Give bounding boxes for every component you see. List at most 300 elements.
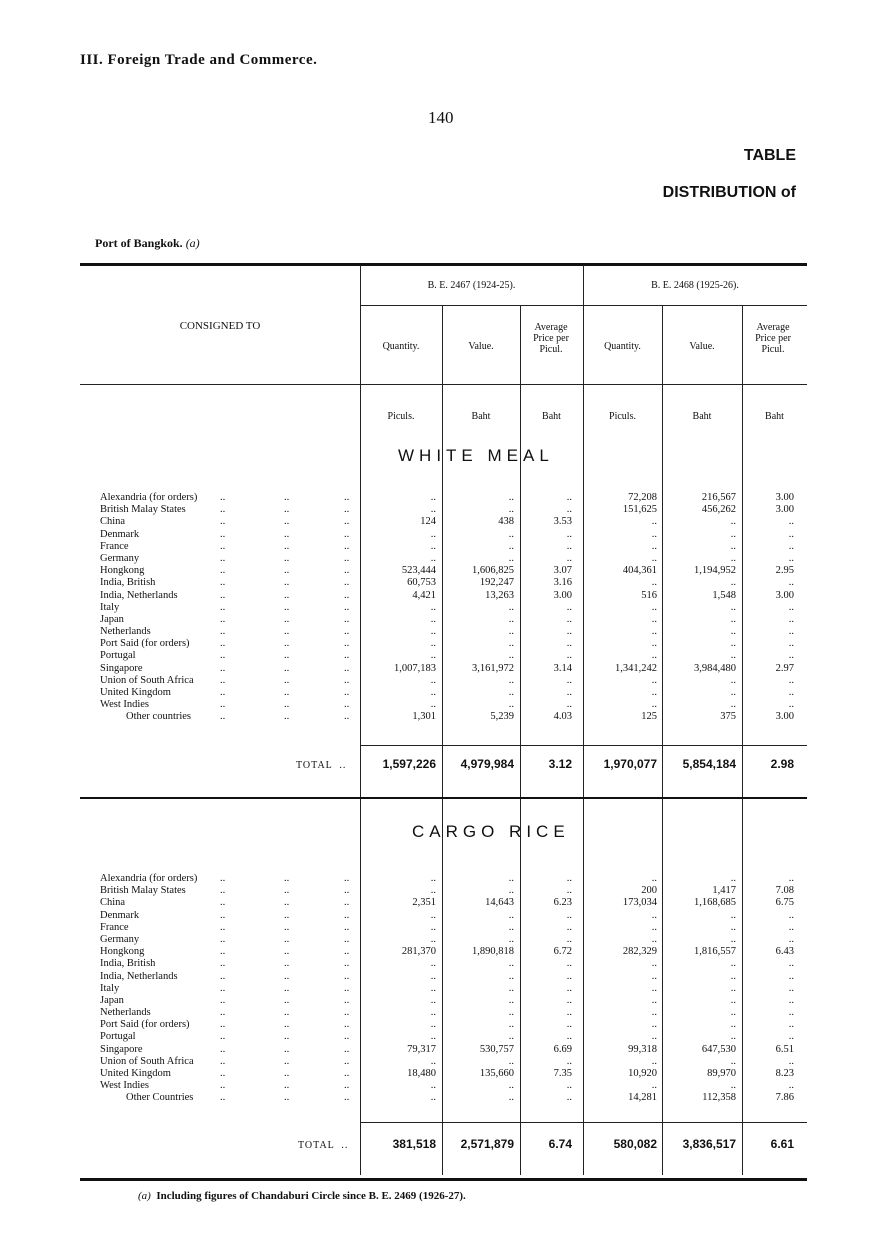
cell-q1: 523,444 xyxy=(401,565,436,577)
leader-dots: .. xyxy=(220,638,226,650)
cell-q2: .. xyxy=(651,516,657,528)
cell-q1: .. xyxy=(430,921,436,933)
value-header-2: Value. xyxy=(689,341,715,352)
cell-v1: .. xyxy=(508,504,514,516)
leader-dots: .. xyxy=(344,1019,350,1031)
leader-dots: .. xyxy=(284,1092,290,1104)
cell-a1: .. xyxy=(566,674,572,686)
cell-q1: .. xyxy=(430,492,436,503)
cell-a2: .. xyxy=(788,638,794,650)
cell-q2: .. xyxy=(651,958,657,970)
country-name: Hongkong xyxy=(100,565,145,577)
cell-v2: 456,262 xyxy=(701,504,736,516)
cell-q1: .. xyxy=(430,540,436,552)
cell-v1: 5,239 xyxy=(490,711,514,723)
leader-dots: .. xyxy=(344,626,350,638)
cell-q2: .. xyxy=(651,933,657,945)
cell-a2: .. xyxy=(788,540,794,552)
country-name: Italy xyxy=(100,982,120,994)
year1-header: B. E. 2467 (1924-25). xyxy=(427,280,516,291)
cell-v2: .. xyxy=(730,1031,736,1043)
country-name: Germany xyxy=(100,552,140,564)
cell-a1: .. xyxy=(566,613,572,625)
white-meal-title: WHITE MEAL xyxy=(398,446,554,465)
cell-v1: .. xyxy=(508,921,514,933)
cell-a1: .. xyxy=(566,873,572,884)
cell-a1: .. xyxy=(566,1055,572,1067)
cell-q2: .. xyxy=(651,650,657,662)
cargo-rice-total-rule xyxy=(360,1122,807,1123)
cell-v2: .. xyxy=(730,1007,736,1019)
leader-dots: .. xyxy=(284,492,290,503)
leader-dots: .. xyxy=(284,565,290,577)
leader-dots: .. xyxy=(284,577,290,589)
cell-v2: .. xyxy=(730,873,736,884)
cell-q2: 10,920 xyxy=(628,1068,657,1079)
leader-dots: .. xyxy=(284,687,290,698)
cell-v1: .. xyxy=(508,650,514,662)
leader-dots: .. xyxy=(344,1080,350,1092)
cell-a2: 7.86 xyxy=(775,1092,794,1104)
leader-dots: .. xyxy=(344,589,350,601)
leader-dots: .. xyxy=(220,885,226,897)
leader-dots: .. xyxy=(220,1019,226,1031)
cargo-rice-total-q2: 580,082 xyxy=(613,1137,657,1151)
cell-a1: .. xyxy=(566,638,572,650)
leader-dots: .. xyxy=(284,601,290,613)
leader-dots: .. xyxy=(220,528,226,540)
country-name: Hongkong xyxy=(100,946,145,958)
leader-dots: .. xyxy=(284,873,290,884)
leader-dots: .. xyxy=(284,528,290,540)
cell-q1: .. xyxy=(430,958,436,970)
consigned-to-header: CONSIGNED TO xyxy=(179,320,261,332)
cell-v1: .. xyxy=(508,1055,514,1067)
leader-dots: .. xyxy=(284,650,290,662)
cell-q1: .. xyxy=(430,873,436,884)
country-name: India, British xyxy=(100,577,156,589)
cell-q2: 1,341,242 xyxy=(615,662,657,674)
cell-q2: 14,281 xyxy=(628,1092,657,1104)
cell-q1: 79,317 xyxy=(407,1043,436,1055)
cell-v2: .. xyxy=(730,1055,736,1067)
cell-q1: .. xyxy=(430,1019,436,1031)
cell-q1: .. xyxy=(430,933,436,945)
cell-v1: .. xyxy=(508,1031,514,1043)
leader-dots: .. xyxy=(344,613,350,625)
cell-v1: .. xyxy=(508,958,514,970)
leader-dots: .. xyxy=(220,613,226,625)
cell-q1: 2,351 xyxy=(412,897,436,909)
cell-v2: .. xyxy=(730,528,736,540)
leader-dots: .. xyxy=(344,516,350,528)
leader-dots: .. xyxy=(220,516,226,528)
cell-a1: .. xyxy=(566,921,572,933)
leader-dots: .. xyxy=(344,577,350,589)
leader-dots: .. xyxy=(344,638,350,650)
leader-dots: .. xyxy=(220,1092,226,1104)
leader-dots: .. xyxy=(220,552,226,564)
leader-dots: .. xyxy=(344,540,350,552)
cell-v2: .. xyxy=(730,958,736,970)
leader-dots: .. xyxy=(284,1055,290,1067)
leader-dots: .. xyxy=(220,601,226,613)
cell-v2: .. xyxy=(730,921,736,933)
cell-a2: 8.23 xyxy=(775,1068,794,1079)
cell-v2: .. xyxy=(730,909,736,921)
cell-a2: .. xyxy=(788,687,794,698)
country-name: British Malay States xyxy=(100,885,186,897)
year-header-rule xyxy=(360,305,807,306)
cell-a1: .. xyxy=(566,970,572,982)
leader-dots: .. xyxy=(220,1080,226,1092)
leader-dots: .. xyxy=(284,1068,290,1079)
cell-q2: .. xyxy=(651,613,657,625)
cell-v1: .. xyxy=(508,994,514,1006)
cell-a1: 6.23 xyxy=(553,897,572,909)
cell-q1: .. xyxy=(430,1080,436,1092)
country-name: India, Netherlands xyxy=(100,970,178,982)
cell-v1: .. xyxy=(508,909,514,921)
cell-q1: .. xyxy=(430,687,436,698)
cell-a1: .. xyxy=(566,885,572,897)
cell-a2: .. xyxy=(788,699,794,711)
leader-dots: .. xyxy=(220,873,226,884)
country-name: British Malay States xyxy=(100,504,186,516)
country-name: Portugal xyxy=(100,650,136,662)
cell-v1: .. xyxy=(508,933,514,945)
cell-a2: .. xyxy=(788,601,794,613)
cell-q1: .. xyxy=(430,699,436,711)
cell-q1: .. xyxy=(430,674,436,686)
leader-dots: .. xyxy=(344,909,350,921)
quantity-header-1: Quantity. xyxy=(382,341,420,352)
cell-v1: .. xyxy=(508,885,514,897)
cell-v1: .. xyxy=(508,613,514,625)
cell-q2: 151,625 xyxy=(622,504,657,516)
leader-dots: .. xyxy=(344,921,350,933)
leader-dots: .. xyxy=(344,687,350,698)
cell-v2: .. xyxy=(730,1019,736,1031)
cell-a2: 3.00 xyxy=(775,711,794,723)
cell-a1: .. xyxy=(566,1031,572,1043)
leader-dots: .. xyxy=(220,933,226,945)
cell-q1: .. xyxy=(430,528,436,540)
leader-dots: .. xyxy=(220,711,226,723)
country-name: Union of South Africa xyxy=(100,674,194,686)
distribution-heading: DISTRIBUTION of xyxy=(662,184,796,201)
white-meal-total-a1: 3.12 xyxy=(548,757,572,771)
cell-v2: 375 xyxy=(720,711,736,723)
cell-v2: .. xyxy=(730,552,736,564)
cell-a2: 2.95 xyxy=(775,565,794,577)
cell-a2: 6.43 xyxy=(775,946,794,958)
cell-v2: .. xyxy=(730,699,736,711)
cell-q2: 125 xyxy=(641,711,657,723)
leader-dots: .. xyxy=(284,933,290,945)
cell-a1: .. xyxy=(566,528,572,540)
cell-v1: 192,247 xyxy=(479,577,514,589)
cell-q2: .. xyxy=(651,601,657,613)
country-name: Denmark xyxy=(100,909,140,921)
leader-dots: .. xyxy=(220,687,226,698)
cell-a1: .. xyxy=(566,699,572,711)
cell-a2: .. xyxy=(788,516,794,528)
cell-a2: .. xyxy=(788,528,794,540)
cell-a2: .. xyxy=(788,1019,794,1031)
cell-q1: .. xyxy=(430,1007,436,1019)
cell-a2: .. xyxy=(788,958,794,970)
country-name: Portugal xyxy=(100,1031,136,1043)
cell-a1: 3.53 xyxy=(553,516,572,528)
leader-dots: .. xyxy=(344,1092,350,1104)
country-name: Singapore xyxy=(100,1043,143,1055)
cell-v2: .. xyxy=(730,1080,736,1092)
leader-dots: .. xyxy=(220,946,226,958)
leader-dots: .. xyxy=(220,699,226,711)
cell-a2: .. xyxy=(788,626,794,638)
white-meal-total-a2: 2.98 xyxy=(770,757,794,771)
cell-q2: .. xyxy=(651,687,657,698)
cell-a1: .. xyxy=(566,650,572,662)
cell-v2: .. xyxy=(730,626,736,638)
country-name: Other Countries xyxy=(126,1092,194,1104)
cell-a2: .. xyxy=(788,552,794,564)
cell-v1: .. xyxy=(508,674,514,686)
leader-dots: .. xyxy=(344,552,350,564)
leader-dots: .. xyxy=(220,1055,226,1067)
cell-v2: .. xyxy=(730,540,736,552)
leader-dots: .. xyxy=(344,1007,350,1019)
country-name: West Indies xyxy=(100,699,150,711)
leader-dots: .. xyxy=(284,638,290,650)
cell-q2: .. xyxy=(651,577,657,589)
cell-v1: .. xyxy=(508,687,514,698)
cell-q2: .. xyxy=(651,921,657,933)
cell-v2: .. xyxy=(730,687,736,698)
cell-q2: .. xyxy=(651,528,657,540)
cell-a2: .. xyxy=(788,921,794,933)
leader-dots: .. xyxy=(284,589,290,601)
cell-a1: .. xyxy=(566,1019,572,1031)
cell-v1: 1,890,818 xyxy=(472,946,514,958)
cell-a2: .. xyxy=(788,933,794,945)
leader-dots: .. xyxy=(344,528,350,540)
country-name: Port Said (for orders) xyxy=(100,1019,190,1031)
year2-header: B. E. 2468 (1925-26). xyxy=(651,280,739,291)
cell-v1: 3,161,972 xyxy=(472,662,514,674)
cell-v1: .. xyxy=(508,540,514,552)
port-label xyxy=(95,236,200,251)
leader-dots: .. xyxy=(344,504,350,516)
cell-v2: 112,358 xyxy=(702,1092,736,1104)
cell-a1: .. xyxy=(566,909,572,921)
leader-dots: .. xyxy=(284,516,290,528)
cell-v1: .. xyxy=(508,492,514,503)
leader-dots: .. xyxy=(284,897,290,909)
leader-dots: .. xyxy=(284,958,290,970)
avg-header-2: Average Price per Picul. xyxy=(755,322,791,355)
leader-dots: .. xyxy=(344,662,350,674)
cell-v2: .. xyxy=(730,577,736,589)
cell-q1: .. xyxy=(430,982,436,994)
leader-dots: .. xyxy=(220,650,226,662)
port-note: (a) xyxy=(185,236,200,250)
quantity-header-2: Quantity. xyxy=(604,341,641,352)
leader-dots: .. xyxy=(344,492,350,503)
cell-v2: 89,970 xyxy=(707,1068,736,1079)
cell-a2: .. xyxy=(788,1031,794,1043)
leader-dots: .. xyxy=(284,1080,290,1092)
cell-v1: .. xyxy=(508,528,514,540)
leader-dots: .. xyxy=(220,577,226,589)
cell-q1: .. xyxy=(430,626,436,638)
leader-dots: .. xyxy=(344,1031,350,1043)
cell-a1: .. xyxy=(566,504,572,516)
cell-a2: .. xyxy=(788,1055,794,1067)
cell-v1: .. xyxy=(508,601,514,613)
cell-v1: 135,660 xyxy=(479,1068,514,1079)
leader-dots: .. xyxy=(344,982,350,994)
footnote-text: Including figures of Chandaburi Circle since B. E. 2469 (1926-27). xyxy=(156,1190,466,1202)
cell-q1: .. xyxy=(430,601,436,613)
leader-dots: .. xyxy=(344,994,350,1006)
cell-a1: .. xyxy=(566,540,572,552)
cell-a1: 6.69 xyxy=(553,1043,572,1055)
cell-v1: .. xyxy=(508,626,514,638)
leader-dots: .. xyxy=(220,589,226,601)
cell-v1: .. xyxy=(508,970,514,982)
cell-a2: .. xyxy=(788,994,794,1006)
cell-a1: 4.03 xyxy=(553,711,572,723)
leader-dots: .. xyxy=(344,970,350,982)
cell-v1: 1,606,825 xyxy=(472,565,514,577)
cell-q2: 200 xyxy=(641,885,657,897)
cell-q1: .. xyxy=(430,1031,436,1043)
cargo-rice-total-label: TOTAL .. xyxy=(298,1140,349,1151)
leader-dots: .. xyxy=(344,601,350,613)
country-name: Port Said (for orders) xyxy=(100,638,190,650)
cell-q1: 124 xyxy=(420,516,436,528)
cell-a2: .. xyxy=(788,970,794,982)
value-header-1: Value. xyxy=(468,341,494,352)
cell-q1: 1,007,183 xyxy=(394,662,436,674)
leader-dots: .. xyxy=(344,873,350,884)
leader-dots: .. xyxy=(284,1019,290,1031)
cell-v2: .. xyxy=(730,638,736,650)
cell-v2: .. xyxy=(730,650,736,662)
white-meal-total-label: TOTAL .. xyxy=(296,760,347,771)
cell-q1: .. xyxy=(430,504,436,516)
leader-dots: .. xyxy=(220,982,226,994)
leader-dots: .. xyxy=(344,1068,350,1079)
leader-dots: .. xyxy=(344,699,350,711)
leader-dots: .. xyxy=(220,994,226,1006)
cell-q2: .. xyxy=(651,873,657,884)
cell-v2: .. xyxy=(730,933,736,945)
cell-q2: 282,329 xyxy=(622,946,657,958)
cell-q1: .. xyxy=(430,613,436,625)
leader-dots: .. xyxy=(220,674,226,686)
cell-a2: 3.00 xyxy=(775,589,794,601)
column-header-rule xyxy=(80,384,807,385)
cell-v1: 13,263 xyxy=(485,589,514,601)
leader-dots: .. xyxy=(284,909,290,921)
leader-dots: .. xyxy=(344,1043,350,1055)
cell-v2: 1,417 xyxy=(712,885,736,897)
avg-header-1: Average Price per Picul. xyxy=(533,322,569,355)
leader-dots: .. xyxy=(220,1007,226,1019)
cell-q1: .. xyxy=(430,552,436,564)
leader-dots: .. xyxy=(220,1043,226,1055)
country-name: United Kingdom xyxy=(100,1068,171,1079)
cell-a1: 3.14 xyxy=(553,662,572,674)
cell-q1: 281,370 xyxy=(401,946,436,958)
cargo-rice-total-a2: 6.61 xyxy=(770,1137,794,1151)
leader-dots: .. xyxy=(344,933,350,945)
cell-a1: 3.07 xyxy=(553,565,572,577)
cell-q1: 18,480 xyxy=(407,1068,436,1079)
white-meal-total-v2: 5,854,184 xyxy=(682,757,736,771)
cell-q1: .. xyxy=(430,909,436,921)
section-title: III. Foreign Trade and Commerce. xyxy=(80,52,318,68)
leader-dots: .. xyxy=(220,540,226,552)
footnote xyxy=(138,1190,466,1202)
leader-dots: .. xyxy=(220,1068,226,1079)
country-name: Denmark xyxy=(100,528,140,540)
leader-dots: .. xyxy=(220,504,226,516)
cell-a1: .. xyxy=(566,626,572,638)
country-name: France xyxy=(100,540,129,552)
cell-v2: 1,168,685 xyxy=(694,897,736,909)
cell-v1: 14,643 xyxy=(485,897,514,909)
cell-a1: 3.00 xyxy=(553,589,572,601)
cell-v1: .. xyxy=(508,1080,514,1092)
leader-dots: .. xyxy=(220,958,226,970)
cell-q1: .. xyxy=(430,1092,436,1104)
cell-a1: .. xyxy=(566,687,572,698)
leader-dots: .. xyxy=(284,674,290,686)
cell-a1: .. xyxy=(566,552,572,564)
cell-q2: .. xyxy=(651,540,657,552)
leader-dots: .. xyxy=(284,994,290,1006)
page-number: 140 xyxy=(428,108,454,127)
country-name: China xyxy=(100,516,126,528)
leader-dots: .. xyxy=(284,885,290,897)
cell-q1: .. xyxy=(430,650,436,662)
cell-q1: 4,421 xyxy=(412,589,436,601)
cell-a1: .. xyxy=(566,1007,572,1019)
cell-q2: .. xyxy=(651,626,657,638)
cell-q1: 60,753 xyxy=(407,577,436,589)
cell-q2: .. xyxy=(651,552,657,564)
cell-v1: 530,757 xyxy=(479,1043,514,1055)
cell-a1: .. xyxy=(566,1092,572,1104)
cell-v2: 1,816,557 xyxy=(694,946,736,958)
cell-q2: 516 xyxy=(641,589,657,601)
section-divider-rule xyxy=(80,797,807,799)
cell-a2: 2.97 xyxy=(775,662,794,674)
country-name: Germany xyxy=(100,933,140,945)
cell-a2: .. xyxy=(788,982,794,994)
cargo-rice-total-q1: 381,518 xyxy=(392,1137,436,1151)
cell-q1: 1,301 xyxy=(412,711,436,723)
cell-q1: .. xyxy=(430,994,436,1006)
leader-dots: .. xyxy=(220,897,226,909)
leader-dots: .. xyxy=(284,504,290,516)
cell-v2: .. xyxy=(730,674,736,686)
cargo-rice-title: CARGO RICE xyxy=(412,822,570,841)
